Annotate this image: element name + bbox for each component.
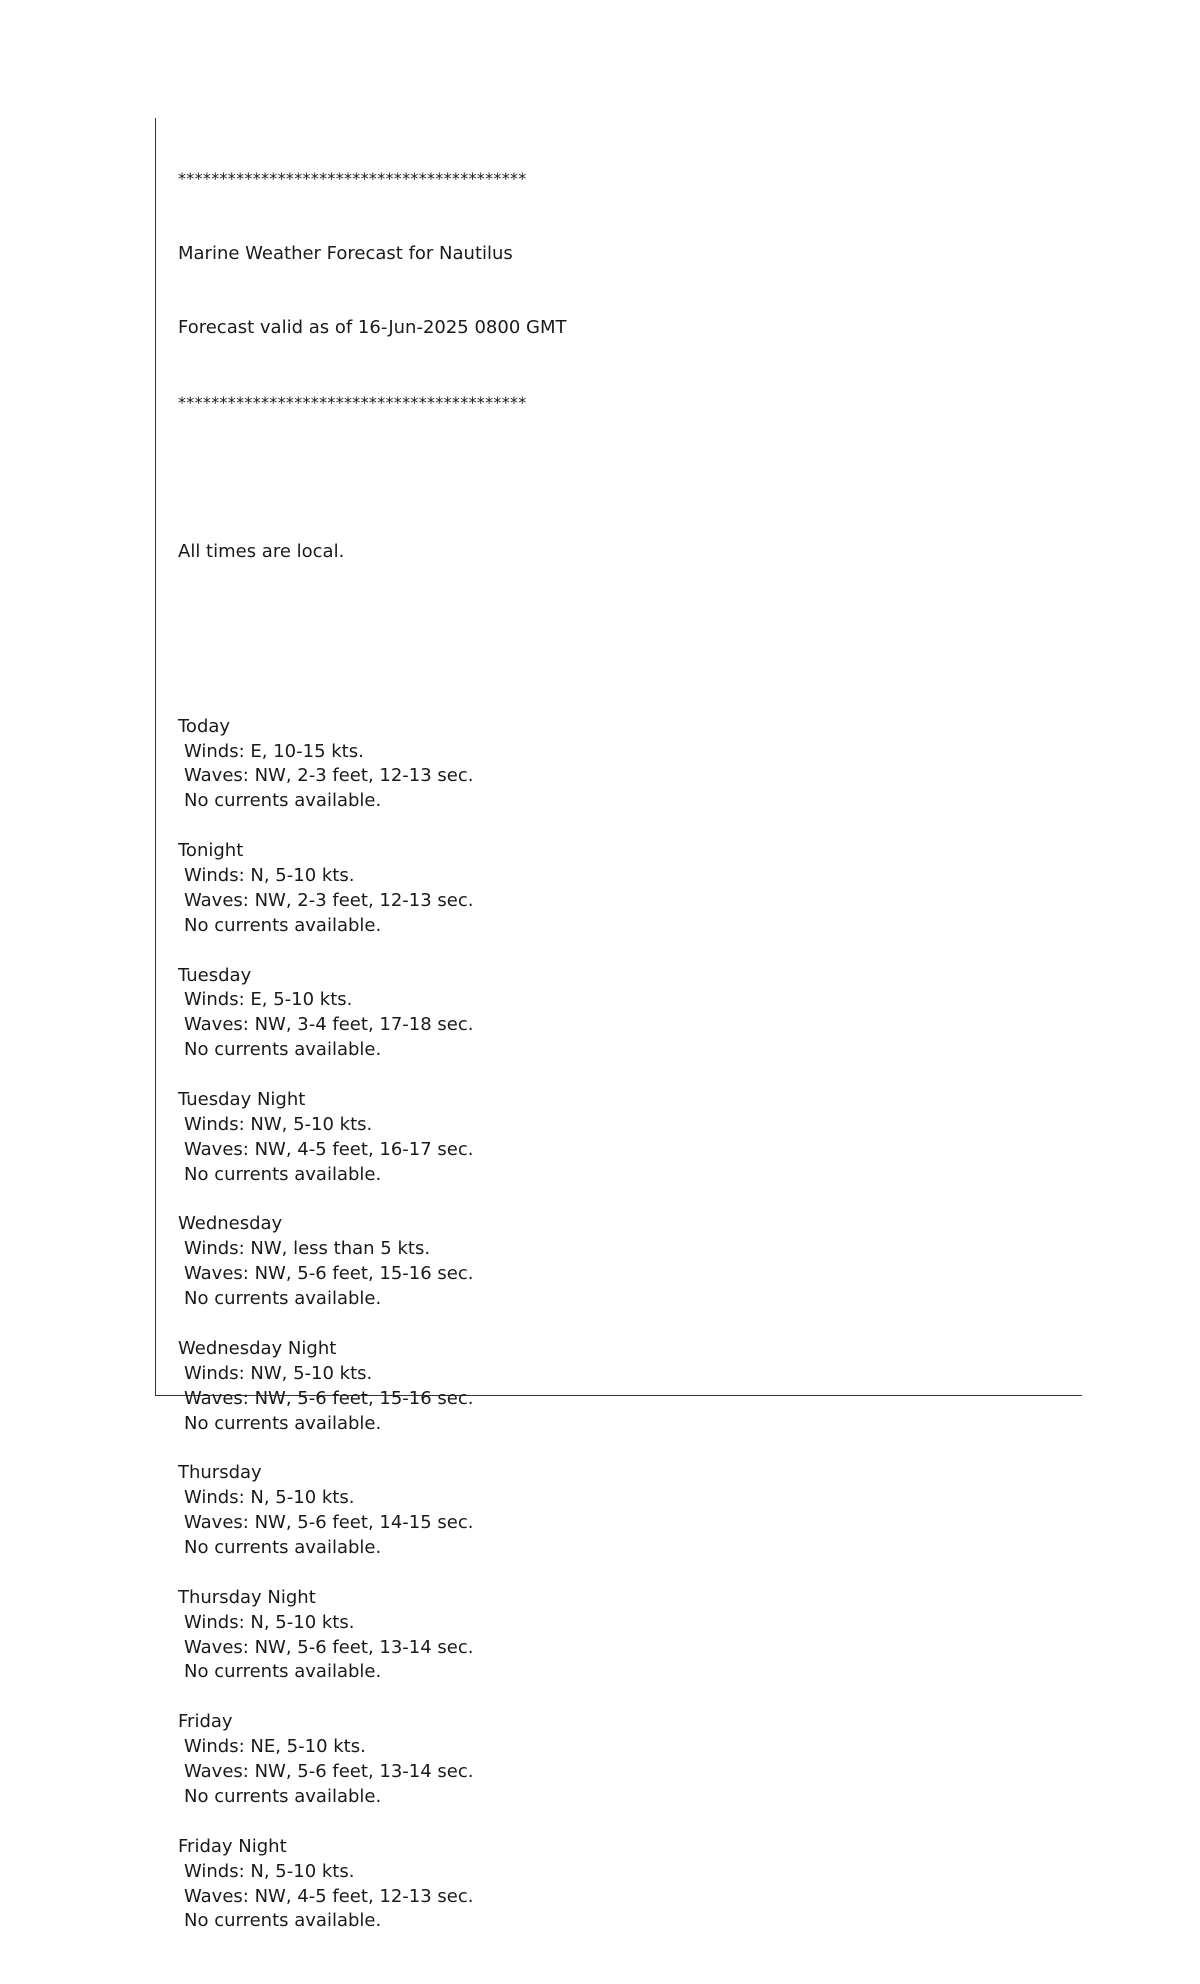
blank-line [178, 615, 566, 640]
period-waves: Waves: NW, 4-5 feet, 12-13 sec. [184, 1885, 474, 1907]
period-waves: Waves: NW, 2-3 feet, 12-13 sec. [184, 765, 474, 787]
forecast-period [178, 715, 566, 839]
period-name: Wednesday Night [178, 1337, 337, 1359]
forecast-valid-time: Forecast valid as of 16-Jun-2025 0800 GMT [178, 317, 567, 339]
period-waves: Waves: NW, 4-5 feet, 16-17 sec. [184, 1138, 474, 1160]
blank-line [178, 1810, 566, 1835]
forecast-periods [178, 715, 566, 1935]
period-waves: Waves: NW, 5-6 feet, 14-15 sec. [184, 1512, 474, 1534]
blank-line [178, 1436, 566, 1461]
period-name: Thursday [178, 1462, 262, 1484]
header-stars-top: ****************************************** [178, 168, 527, 188]
period-waves: Waves: NW, 3-4 feet, 17-18 sec. [184, 1014, 474, 1036]
forecast-period [178, 1710, 566, 1834]
forecast-period [178, 839, 566, 963]
period-winds: Winds: NW, 5-10 kts. [184, 1113, 373, 1135]
period-name: Friday [178, 1711, 233, 1733]
period-waves: Waves: NW, 5-6 feet, 13-14 sec. [184, 1636, 474, 1658]
forecast-period [178, 1088, 566, 1212]
period-winds: Winds: NE, 5-10 kts. [184, 1736, 366, 1758]
forecast-period [178, 964, 566, 1088]
blank-line [178, 1561, 566, 1586]
period-currents: No currents available. [184, 1412, 382, 1434]
period-winds: Winds: NW, 5-10 kts. [184, 1362, 373, 1384]
forecast-title: Marine Weather Forecast for Nautilus [178, 242, 513, 264]
period-currents: No currents available. [184, 790, 382, 812]
period-winds: Winds: N, 5-10 kts. [184, 864, 355, 886]
blank-line [178, 1312, 566, 1337]
period-name: Wednesday [178, 1213, 283, 1235]
period-winds: Winds: N, 5-10 kts. [184, 1611, 355, 1633]
forecast-period [178, 1337, 566, 1461]
blank-line [178, 1063, 566, 1088]
period-name: Thursday Night [178, 1586, 316, 1608]
period-currents: No currents available. [184, 914, 382, 936]
blank-line [178, 814, 566, 839]
period-currents: No currents available. [184, 1039, 382, 1061]
forecast-period [178, 1461, 566, 1585]
period-currents: No currents available. [184, 1661, 382, 1683]
blank-line [178, 1685, 566, 1710]
forecast-period [178, 1835, 566, 1935]
period-waves: Waves: NW, 5-6 feet, 15-16 sec. [184, 1387, 474, 1409]
period-winds: Winds: N, 5-10 kts. [184, 1860, 355, 1882]
period-currents: No currents available. [184, 1537, 382, 1559]
blank-line [178, 466, 566, 491]
period-name: Friday Night [178, 1835, 287, 1857]
period-winds: Winds: E, 5-10 kts. [184, 989, 353, 1011]
period-currents: No currents available. [184, 1163, 382, 1185]
period-winds: Winds: NW, less than 5 kts. [184, 1238, 431, 1260]
period-waves: Waves: NW, 5-6 feet, 13-14 sec. [184, 1761, 474, 1783]
forecast-text [178, 117, 566, 1984]
period-name: Tuesday Night [178, 1089, 306, 1110]
period-currents: No currents available. [184, 1785, 382, 1807]
period-waves: Waves: NW, 5-6 feet, 15-16 sec. [184, 1263, 474, 1285]
forecast-period [178, 1586, 566, 1710]
time-note: All times are local. [178, 541, 345, 563]
period-name: Tonight [178, 840, 244, 862]
period-waves: Waves: NW, 2-3 feet, 12-13 sec. [184, 889, 474, 911]
forecast-period [178, 1212, 566, 1336]
period-name: Today [178, 715, 231, 737]
header-stars-bottom: ****************************************** [178, 392, 527, 412]
blank-line [178, 939, 566, 964]
period-winds: Winds: N, 5-10 kts. [184, 1487, 355, 1509]
blank-line [178, 1188, 566, 1213]
period-currents: No currents available. [184, 1910, 382, 1932]
period-currents: No currents available. [184, 1288, 382, 1310]
period-name: Tuesday [178, 964, 252, 986]
left-border-rule [155, 118, 156, 1396]
period-winds: Winds: E, 10-15 kts. [184, 740, 364, 762]
